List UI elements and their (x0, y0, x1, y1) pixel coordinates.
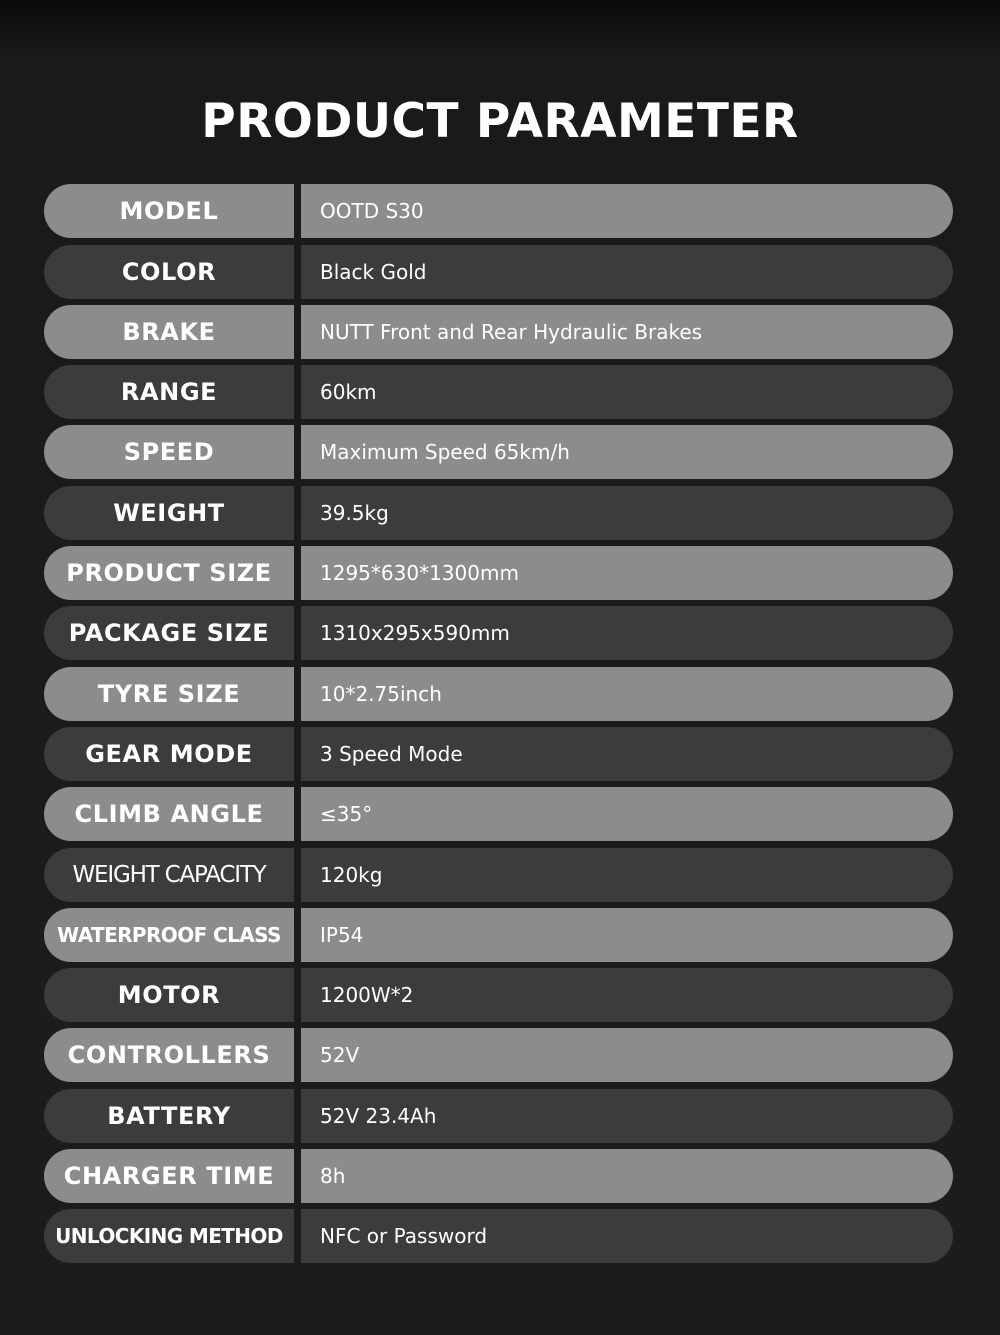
row-value: 52V 23.4Ah (301, 1089, 953, 1143)
table-row (44, 908, 953, 962)
table-row (44, 848, 953, 902)
row-value: NFC or Password (301, 1209, 953, 1263)
table-row (44, 968, 953, 1022)
row-label: BRAKE (44, 305, 294, 359)
table-row (44, 727, 953, 781)
row-label: COLOR (44, 245, 294, 299)
row-label: TYRE SIZE (44, 667, 294, 721)
row-label: MODEL (44, 184, 294, 238)
row-label: BATTERY (44, 1089, 294, 1143)
table-row (44, 486, 953, 540)
row-value: Black Gold (301, 245, 953, 299)
row-label: UNLOCKING METHOD (44, 1209, 294, 1263)
row-value: 39.5kg (301, 486, 953, 540)
row-value: 60km (301, 365, 953, 419)
row-label: PRODUCT SIZE (44, 546, 294, 600)
table-row (44, 1209, 953, 1263)
row-value: 1310x295x590mm (301, 606, 953, 660)
row-value: 1200W*2 (301, 968, 953, 1022)
table-row (44, 365, 953, 419)
row-label: WATERPROOF CLASS (44, 908, 294, 962)
row-value: 120kg (301, 848, 953, 902)
row-label: SPEED (44, 425, 294, 479)
table-row (44, 1149, 953, 1203)
table-row (44, 184, 953, 238)
row-label: WEIGHT CAPACITY (44, 848, 294, 902)
row-label: RANGE (44, 365, 294, 419)
table-row (44, 305, 953, 359)
row-label: WEIGHT (44, 486, 294, 540)
row-label: PACKAGE SIZE (44, 606, 294, 660)
table-row (44, 1089, 953, 1143)
row-label: CHARGER TIME (44, 1149, 294, 1203)
row-value: Maximum Speed 65km/h (301, 425, 953, 479)
table-row (44, 425, 953, 479)
row-value: 1295*630*1300mm (301, 546, 953, 600)
row-label: CLIMB ANGLE (44, 787, 294, 841)
row-value: 8h (301, 1149, 953, 1203)
table-row (44, 245, 953, 299)
table-row (44, 606, 953, 660)
row-label: MOTOR (44, 968, 294, 1022)
table-row (44, 1028, 953, 1082)
row-value: NUTT Front and Rear Hydraulic Brakes (301, 305, 953, 359)
page-title: PRODUCT PARAMETER (201, 94, 799, 149)
table-row (44, 787, 953, 841)
row-value: 3 Speed Mode (301, 727, 953, 781)
table-row (44, 667, 953, 721)
row-value: ≤35° (301, 787, 953, 841)
row-value: OOTD S30 (301, 184, 953, 238)
row-label: GEAR MODE (44, 727, 294, 781)
row-value: IP54 (301, 908, 953, 962)
table-row (44, 546, 953, 600)
row-value: 52V (301, 1028, 953, 1082)
row-label: CONTROLLERS (44, 1028, 294, 1082)
row-value: 10*2.75inch (301, 667, 953, 721)
